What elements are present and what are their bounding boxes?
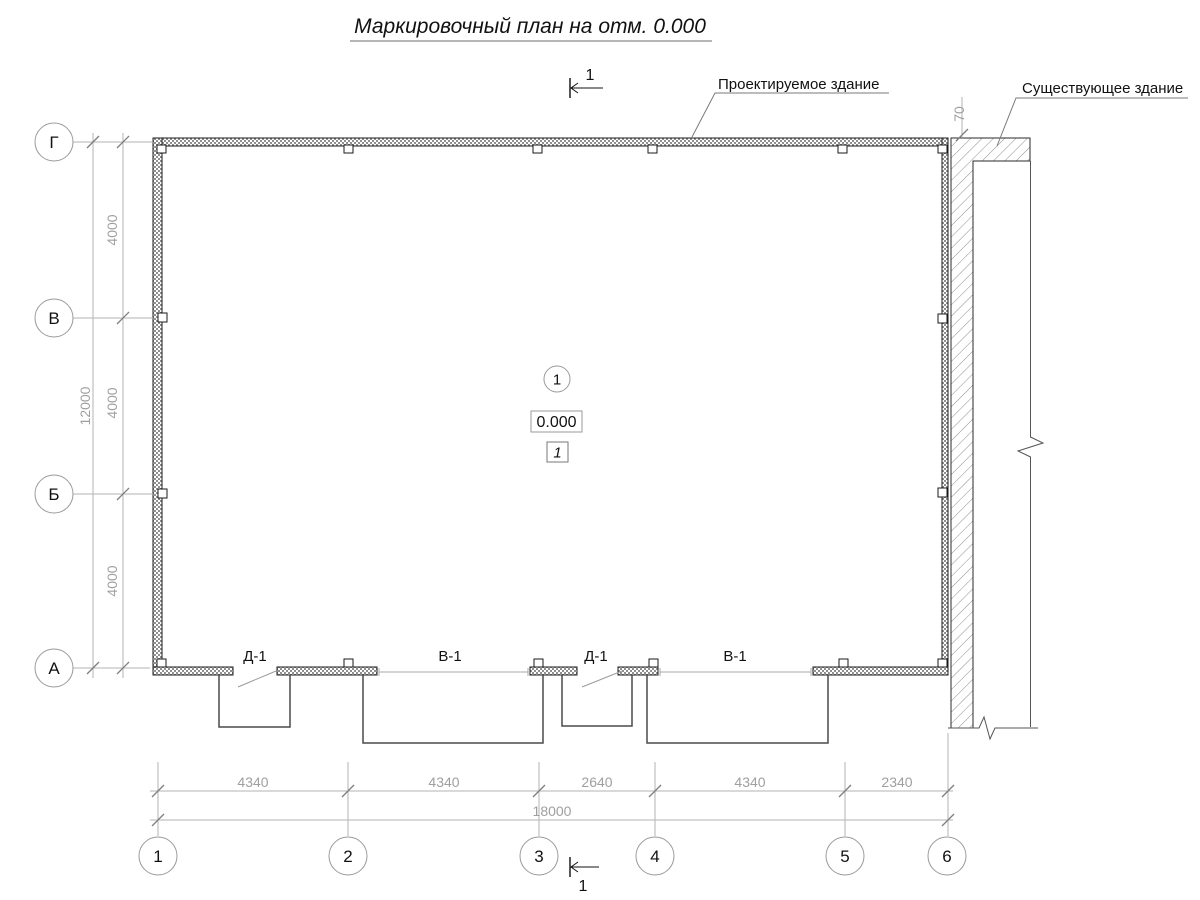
dimension-value: 4000 — [104, 214, 120, 246]
gate-leaf — [379, 668, 528, 676]
wall-top — [153, 138, 948, 146]
axis-label: 5 — [840, 847, 850, 866]
existing-building-label: Существующее здание — [1022, 80, 1184, 97]
wall-bottom-segment — [530, 667, 577, 675]
axis-label: 2 — [343, 847, 353, 866]
floor-type-number: 1 — [553, 444, 562, 462]
room-markers — [531, 366, 582, 462]
pilasters — [157, 145, 947, 667]
row-axes — [35, 123, 153, 687]
axis-label: Г — [49, 133, 59, 152]
room-number: 1 — [552, 371, 562, 389]
door-swing — [582, 671, 622, 687]
break-line-vertical — [1018, 161, 1043, 727]
axis-label: 3 — [534, 847, 544, 866]
axis-label: 1 — [153, 847, 163, 866]
drawing-title — [350, 15, 712, 41]
entrance-porch — [562, 675, 632, 726]
dimension-value: 4340 — [428, 774, 460, 790]
dimension-value: 70 — [951, 106, 967, 122]
section-mark-top — [570, 67, 603, 98]
axis-label: А — [48, 659, 60, 678]
gap-dimension — [951, 97, 968, 141]
gate-leaf — [660, 668, 811, 676]
wall-bottom-segment — [277, 667, 377, 675]
axis-label: Б — [48, 485, 60, 504]
section-number: 1 — [578, 878, 588, 895]
dimension-value: 4340 — [237, 774, 269, 790]
entrance-porch — [647, 675, 828, 743]
axis-label: В — [48, 309, 60, 328]
bottom-extension-lines — [158, 733, 948, 836]
door-tag: Д-1 — [243, 648, 267, 665]
elevation-value: 0.000 — [536, 414, 577, 431]
entrance-porch — [363, 675, 543, 743]
entrance-porch — [219, 675, 290, 727]
openings — [219, 648, 828, 743]
designed-building-label: Проектируемое здание — [718, 76, 880, 93]
door-tag: Д-1 — [584, 648, 608, 665]
section-mark-bottom — [570, 857, 599, 895]
dimension-total: 18000 — [532, 803, 572, 819]
wall-right — [942, 138, 948, 675]
left-dimension-lines — [77, 133, 129, 678]
section-number: 1 — [585, 67, 595, 84]
new-building-walls — [153, 138, 948, 675]
dimension-value: 4340 — [734, 774, 766, 790]
wall-bottom-segment — [813, 667, 948, 675]
existing-building — [948, 138, 1043, 739]
door-swing — [238, 671, 276, 687]
dimension-total: 12000 — [77, 386, 93, 426]
leader-line — [692, 93, 889, 137]
column-axes — [139, 837, 966, 875]
dimension-value: 4000 — [104, 565, 120, 597]
wall-left — [153, 138, 162, 675]
bottom-dimension-lines — [150, 774, 954, 826]
gate-tag: В-1 — [723, 648, 747, 665]
axis-label: 4 — [650, 847, 660, 866]
existing-building-callout — [997, 80, 1188, 146]
dimension-value: 4000 — [104, 387, 120, 419]
designed-building-callout — [692, 76, 889, 137]
axis-label: 6 — [942, 847, 952, 866]
page-title: Маркировочный план на отм. 0.000 — [354, 15, 706, 38]
wall-bottom-segment — [153, 667, 233, 675]
gate-tag: В-1 — [438, 648, 462, 665]
dimension-value: 2340 — [881, 774, 913, 790]
wall-bottom-segment — [618, 667, 658, 675]
existing-wall — [951, 138, 1030, 728]
dimension-value: 2640 — [581, 774, 613, 790]
